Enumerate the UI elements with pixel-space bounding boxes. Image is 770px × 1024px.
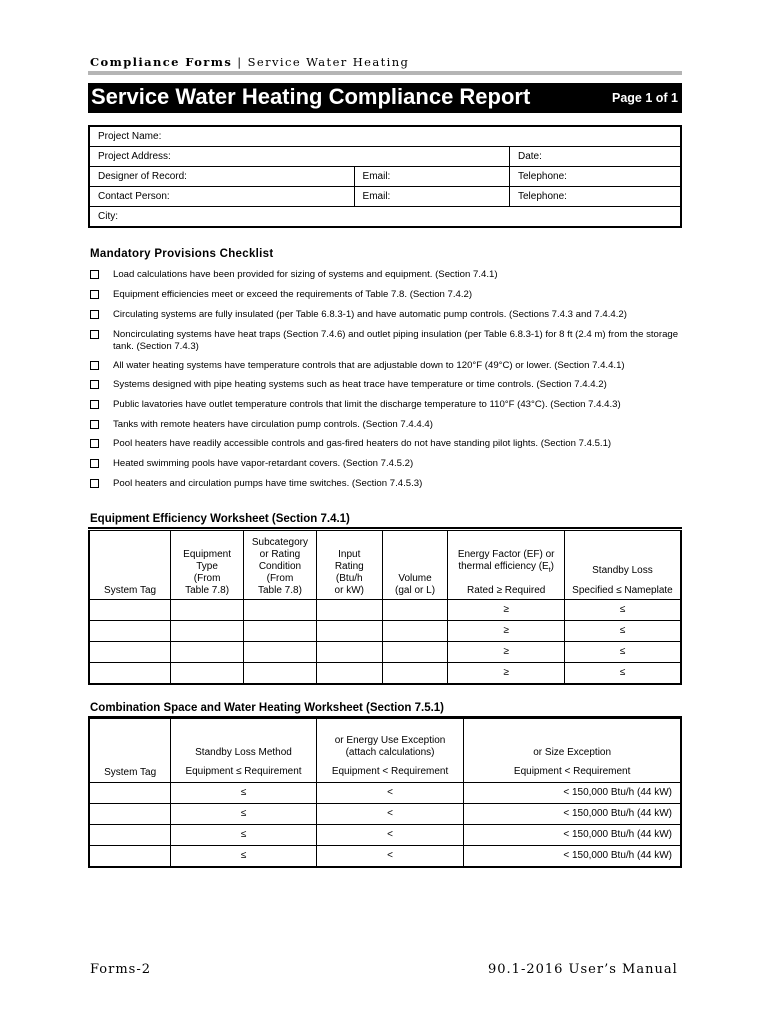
combination-row <box>89 846 681 868</box>
checkbox[interactable] <box>90 310 99 319</box>
combination-cell[interactable]: < <box>316 783 464 804</box>
comb-sub-equipment-le: Equipment ≤ Requirement <box>171 762 317 783</box>
checkbox[interactable] <box>90 361 99 370</box>
checklist-item-text: Pool heaters and circulation pumps have time switches. (Section 7.4.5.3) <box>113 478 423 489</box>
combination-cell[interactable]: < 150,000 Btu/h (44 kW) <box>464 846 681 868</box>
checklist-item-text: Noncirculating systems have heat traps (Section 7.4.6) and outlet piping insulation (per Table 6.8.3-1) for 8 ft (2.4 m) from the storage tank. (Section 7.4.3) <box>113 329 679 352</box>
combination-row <box>89 783 681 804</box>
efficiency-cell[interactable]: ≤ <box>564 663 681 685</box>
efficiency-cell[interactable] <box>171 663 244 685</box>
footer-manual-title: 90.1-2016 User’s Manual <box>488 962 678 977</box>
combination-cell[interactable]: < 150,000 Btu/h (44 kW) <box>464 825 681 846</box>
efficiency-cell[interactable] <box>382 600 448 621</box>
combination-cell[interactable]: < 150,000 Btu/h (44 kW) <box>464 783 681 804</box>
efficiency-cell[interactable] <box>171 600 244 621</box>
combination-heading: Combination Space and Water Heating Worksheet (Section 7.5.1) <box>90 702 445 714</box>
header-divider: | <box>237 55 243 69</box>
col-standby-sub: Specified ≤ Nameplate <box>572 585 673 596</box>
checklist-item-text: Load calculations have been provided for sizing of systems and equipment. (Section 7.4.1) <box>113 269 498 280</box>
efficiency-cell[interactable] <box>89 600 171 621</box>
efficiency-row <box>89 663 681 685</box>
col-volume: Volume (gal or L) <box>382 531 448 600</box>
combination-cell[interactable] <box>89 804 171 825</box>
col-energy-factor: Energy Factor (EF) or thermal efficiency $(E_t)$ Rated ≥ Required <box>448 531 564 600</box>
efficiency-cell[interactable] <box>244 642 317 663</box>
combination-cell[interactable] <box>89 825 171 846</box>
efficiency-cell[interactable] <box>382 621 448 642</box>
checkbox[interactable] <box>90 479 99 488</box>
efficiency-cell[interactable]: ≤ <box>564 642 681 663</box>
col-system-tag: System Tag <box>89 531 171 600</box>
efficiency-cell[interactable] <box>316 663 382 685</box>
city-field[interactable]: City: <box>98 211 118 222</box>
efficiency-cell[interactable] <box>316 600 382 621</box>
combination-table <box>88 718 682 868</box>
combination-cell[interactable] <box>89 783 171 804</box>
efficiency-cell[interactable] <box>244 621 317 642</box>
running-header <box>90 55 409 69</box>
comb-col-size-exception: or Size Exception <box>464 719 681 763</box>
checkbox[interactable] <box>90 380 99 389</box>
checklist-item-text: All water heating systems have temperature controls that are adjustable down to 120°F (49°C) or lower. (Section 7.4.4.1) <box>113 360 625 371</box>
efficiency-cell[interactable] <box>316 621 382 642</box>
page-number: Page 1 of 1 <box>612 91 678 105</box>
efficiency-heading: Equipment Efficiency Worksheet (Section 7.4.1) <box>90 513 350 525</box>
checklist-item-text: Tanks with remote heaters have circulation pump controls. (Section 7.4.4.4) <box>113 419 433 430</box>
contact-email-field[interactable]: Email: <box>354 187 509 207</box>
combination-cell[interactable]: < <box>316 825 464 846</box>
combination-cell[interactable]: ≤ <box>171 846 317 868</box>
combination-row <box>89 804 681 825</box>
efficiency-cell[interactable] <box>171 642 244 663</box>
project-info-table <box>88 125 682 228</box>
comb-col-standby-method: Standby Loss Method <box>171 719 317 763</box>
checkbox[interactable] <box>90 439 99 448</box>
designer-email-field[interactable]: Email: <box>354 167 509 187</box>
efficiency-cell[interactable] <box>171 621 244 642</box>
efficiency-cell[interactable] <box>89 663 171 685</box>
project-address-field[interactable]: Project Address: <box>89 147 510 167</box>
efficiency-cell[interactable] <box>244 600 317 621</box>
checkbox[interactable] <box>90 290 99 299</box>
comb-col-system-tag: System Tag <box>89 719 171 783</box>
contact-field[interactable]: Contact Person: <box>89 187 354 207</box>
efficiency-cell[interactable]: ≤ <box>564 600 681 621</box>
efficiency-cell[interactable] <box>316 642 382 663</box>
efficiency-table <box>88 530 682 685</box>
checklist-item-text: Pool heaters have readily accessible controls and gas-fired heaters do not have standing pilot lights. (Section 7.4.5.1) <box>113 438 612 449</box>
efficiency-cell[interactable] <box>382 663 448 685</box>
combination-cell[interactable]: < <box>316 846 464 868</box>
combination-cell[interactable]: ≤ <box>171 804 317 825</box>
efficiency-cell[interactable]: ≤ <box>564 621 681 642</box>
designer-field[interactable]: Designer of Record: <box>89 167 354 187</box>
date-field[interactable]: Date: <box>510 147 682 167</box>
col-energy-sub: Rated ≥ Required <box>467 585 546 596</box>
checkbox[interactable] <box>90 420 99 429</box>
combination-cell[interactable]: < <box>316 804 464 825</box>
project-name-field[interactable]: Project Name: <box>89 126 681 147</box>
checklist-heading: Mandatory Provisions Checklist <box>90 248 274 260</box>
efficiency-heading-rule <box>88 527 682 529</box>
efficiency-cell[interactable]: ≥ <box>448 600 564 621</box>
efficiency-cell[interactable] <box>89 621 171 642</box>
efficiency-cell[interactable] <box>89 642 171 663</box>
checklist-item-text: Public lavatories have outlet temperature controls that limit the discharge temperature to 110°F (43°C). (Section 7.4.4.3) <box>113 399 621 410</box>
checklist-item-text: Systems designed with pipe heating systems such as heat trace have temperature or time controls. (Section 7.4.4.2) <box>113 379 607 390</box>
col-subcategory: Subcategory or Rating Condition (From Table 7.8) <box>244 531 317 600</box>
designer-phone-field[interactable]: Telephone: <box>510 167 682 187</box>
efficiency-row <box>89 621 681 642</box>
combination-cell[interactable] <box>89 846 171 868</box>
comb-sub-equipment-lt: Equipment < Requirement <box>316 762 464 783</box>
comb-sub-equipment-lt2: Equipment < Requirement <box>464 762 681 783</box>
efficiency-cell[interactable]: ≥ <box>448 621 564 642</box>
header-rule <box>88 71 682 75</box>
efficiency-cell[interactable] <box>382 642 448 663</box>
efficiency-cell[interactable]: ≥ <box>448 663 564 685</box>
efficiency-cell[interactable] <box>244 663 317 685</box>
header-section-bold: Compliance Forms <box>90 55 233 69</box>
checkbox[interactable] <box>90 270 99 279</box>
header-section-rest: Service Water Heating <box>247 55 410 69</box>
page-title: Service Water Heating Compliance Report <box>91 84 531 109</box>
efficiency-row <box>89 600 681 621</box>
combination-cell[interactable]: ≤ <box>171 783 317 804</box>
checklist-item-text: Equipment efficiencies meet or exceed the requirements of Table 7.8. (Section 7.4.2) <box>113 289 473 300</box>
checklist-item-text: Heated swimming pools have vapor-retardant covers. (Section 7.4.5.2) <box>113 458 414 469</box>
col-input-rating: Input Rating (Btu/h or kW) <box>316 531 382 600</box>
checkbox[interactable] <box>90 400 99 409</box>
efficiency-cell[interactable]: ≥ <box>448 642 564 663</box>
checkbox[interactable] <box>90 330 99 339</box>
comb-col-energy-exception: or Energy Use Exception (attach calculations) <box>316 719 464 763</box>
combination-cell[interactable]: ≤ <box>171 825 317 846</box>
col-equipment-type: Equipment Type (From Table 7.8) <box>171 531 244 600</box>
checklist-item-text: Circulating systems are fully insulated (per Table 6.8.3-1) and have automatic pump controls. (Sections 7.4.3 and 7.4.4.2) <box>113 309 627 320</box>
contact-phone-field[interactable]: Telephone: <box>510 187 682 207</box>
checkbox[interactable] <box>90 459 99 468</box>
combination-row <box>89 825 681 846</box>
title-bar <box>88 83 682 113</box>
col-standby-loss: Standby Loss Specified ≤ Nameplate <box>564 531 681 600</box>
efficiency-row <box>89 642 681 663</box>
combination-cell[interactable]: < 150,000 Btu/h (44 kW) <box>464 804 681 825</box>
footer-page-label: Forms-2 <box>90 962 152 977</box>
